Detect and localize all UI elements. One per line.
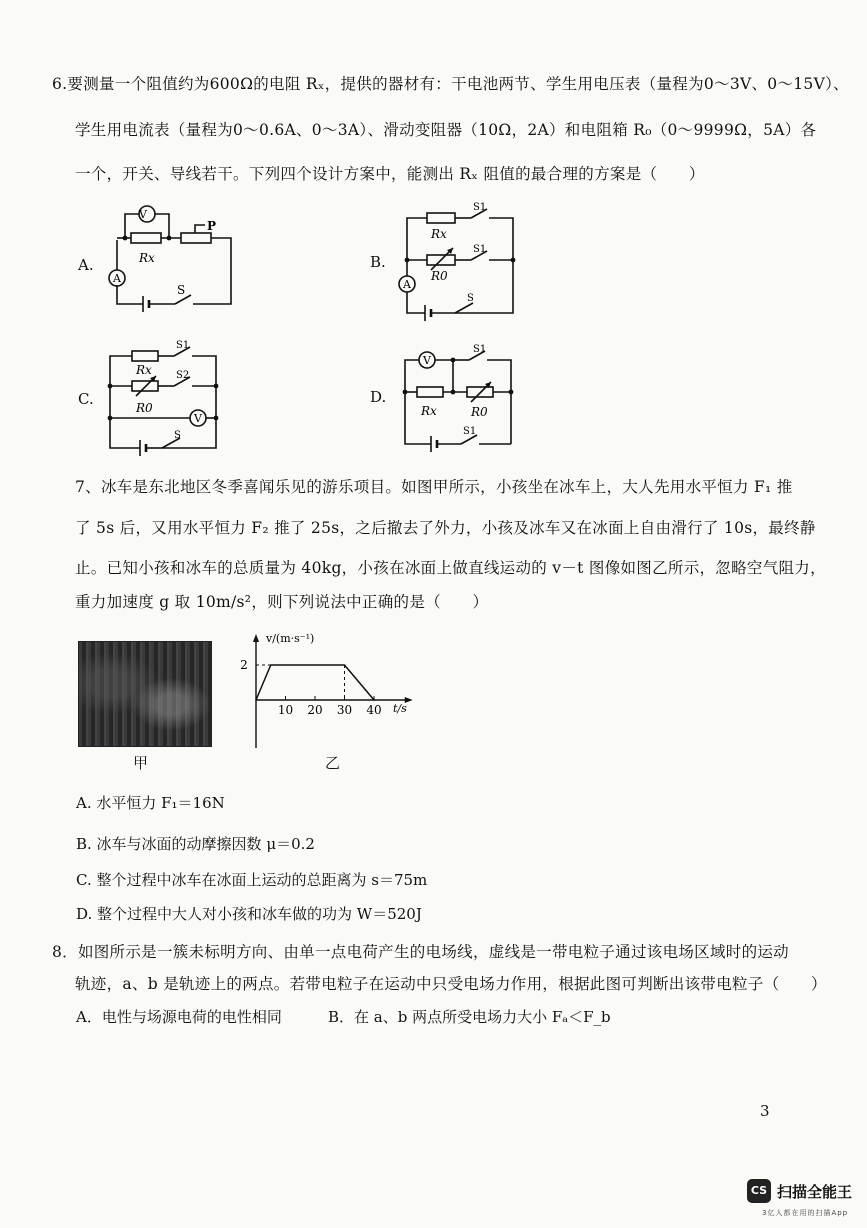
x-tick-label: 10: [277, 703, 294, 717]
q7-line-1: 7、冰车是东北地区冬季喜闻乐见的游乐项目。如图甲所示，小孩坐在冰车上，大人先用水平恒力 F₁ 推: [75, 478, 793, 496]
switch-label-s1-mid: S1: [473, 244, 487, 255]
switch-label-s2: S2: [176, 370, 190, 381]
resistor-label-rx: Rx: [139, 251, 155, 265]
switch-label-s: S: [467, 293, 474, 304]
y-axis-label: v/(m·s⁻¹): [266, 632, 315, 645]
q7-line-2: 了 5s 后，又用水平恒力 F₂ 推了 25s，之后撤去了外力，小孩及冰车又在冰面上自由滑行了 10s，最终静: [75, 519, 816, 537]
data-point: [344, 664, 346, 666]
x-tick-label: 20: [307, 703, 323, 717]
switch-label-s: S: [174, 430, 181, 441]
x-axis-label: t/s: [393, 702, 407, 715]
q8-option-a: A．电性与场源电荷的电性相同: [76, 1008, 282, 1026]
q8-option-b: B．在 a、b 两点所受电场力大小 Fₐ＜F_b: [328, 1008, 611, 1026]
scanner-app-slogan: 3亿人都在用的扫描App: [762, 1209, 849, 1217]
circuit-diagram-d: [395, 340, 520, 462]
data-point: [255, 699, 257, 701]
y-tick-label: 2: [240, 658, 248, 672]
resistor-label-r0: R0: [136, 401, 153, 415]
q7-option-b: B. 冰车与冰面的动摩擦因数 μ＝0.2: [76, 835, 315, 853]
voltmeter-label: V: [423, 354, 431, 367]
q8-line-2: 轨迹，a、b 是轨迹上的两点。若带电粒子在运动中只受电场力作用，根据此图可判断出该带电粒子（ ）: [75, 975, 827, 993]
circuit-diagram-b: [395, 198, 520, 318]
ammeter-label: A: [113, 272, 121, 285]
switch-label-s1: S1: [176, 340, 190, 351]
resistor-label-rx: Rx: [431, 227, 447, 241]
vt-chart: [238, 628, 413, 768]
ammeter-label: A: [403, 278, 411, 291]
x-tick-label: 40: [366, 703, 382, 717]
voltmeter-label: V: [139, 208, 147, 221]
q6-line-1: 6.要测量一个阻值约为600Ω的电阻 Rₓ，提供的器材有：干电池两节、学生用电压表（量程为0～3V、0～15V）、: [52, 75, 849, 93]
switch-label-s1-top: S1: [473, 202, 487, 213]
q8-line-1: 8．如图所示是一簇未标明方向、由单一点电荷产生的电场线，虚线是一带电粒子通过该电场区域时的运动: [52, 943, 789, 961]
q7-line-3: 止。已知小孩和冰车的总质量为 40kg，小孩在冰面上做直线运动的 v－t 图像如图乙所示，忽略空气阻力，: [75, 559, 826, 577]
resistor-label-r0: R0: [431, 269, 448, 283]
q6-line-3: 一个，开关、导线若干。下列四个设计方案中，能测出 Rₓ 阻值的最合理的方案是（ ）: [75, 165, 705, 183]
q7-option-a: A. 水平恒力 F₁＝16N: [76, 794, 225, 812]
series-line-segment: [345, 665, 375, 700]
figure-a-caption: 甲: [133, 754, 149, 772]
q7-option-d: D. 整个过程中大人对小孩和冰车做的功为 W＝520J: [76, 905, 422, 923]
circuit-diagram-c: [100, 338, 225, 458]
switch-label-s1-top: S1: [473, 344, 487, 355]
resistor-label-rx: Rx: [421, 404, 437, 418]
ice-sled-photo: [78, 641, 212, 747]
q6-line-2: 学生用电流表（量程为0～0.6A、0～3A）、滑动变阻器（10Ω，2A）和电阻箱 R₀（0～9999Ω，5A）各: [75, 121, 817, 139]
x-tick-label: 30: [336, 703, 353, 717]
scanner-app-name: 扫描全能王: [777, 1183, 853, 1201]
switch-label-s1-bottom: S1: [463, 426, 477, 437]
scanner-logo-badge: CS: [747, 1179, 771, 1203]
y-axis-arrow: [253, 634, 259, 642]
page-number: 3: [760, 1102, 770, 1120]
q6-option-c-label: C.: [78, 390, 94, 408]
resistor-label-rx: Rx: [136, 363, 152, 377]
data-point: [270, 664, 272, 666]
circuit-diagram-a: [95, 200, 235, 320]
q7-line-4: 重力加速度 g 取 10m/s²，则下列说法中正确的是（ ）: [75, 593, 489, 611]
voltmeter-label: V: [194, 412, 202, 425]
q6-option-a-label: A.: [78, 256, 94, 274]
q6-option-b-label: B.: [370, 253, 386, 271]
q6-option-d-label: D.: [370, 388, 387, 406]
q7-option-c: C. 整个过程中冰车在冰面上运动的总距离为 s＝75m: [76, 871, 428, 889]
slider-label-p: P: [207, 219, 217, 233]
switch-label-s: S: [177, 283, 186, 297]
series-line-segment: [256, 665, 271, 700]
resistor-label-r0: R0: [471, 405, 488, 419]
data-point: [373, 699, 375, 701]
figure-b-caption: 乙: [325, 754, 341, 772]
